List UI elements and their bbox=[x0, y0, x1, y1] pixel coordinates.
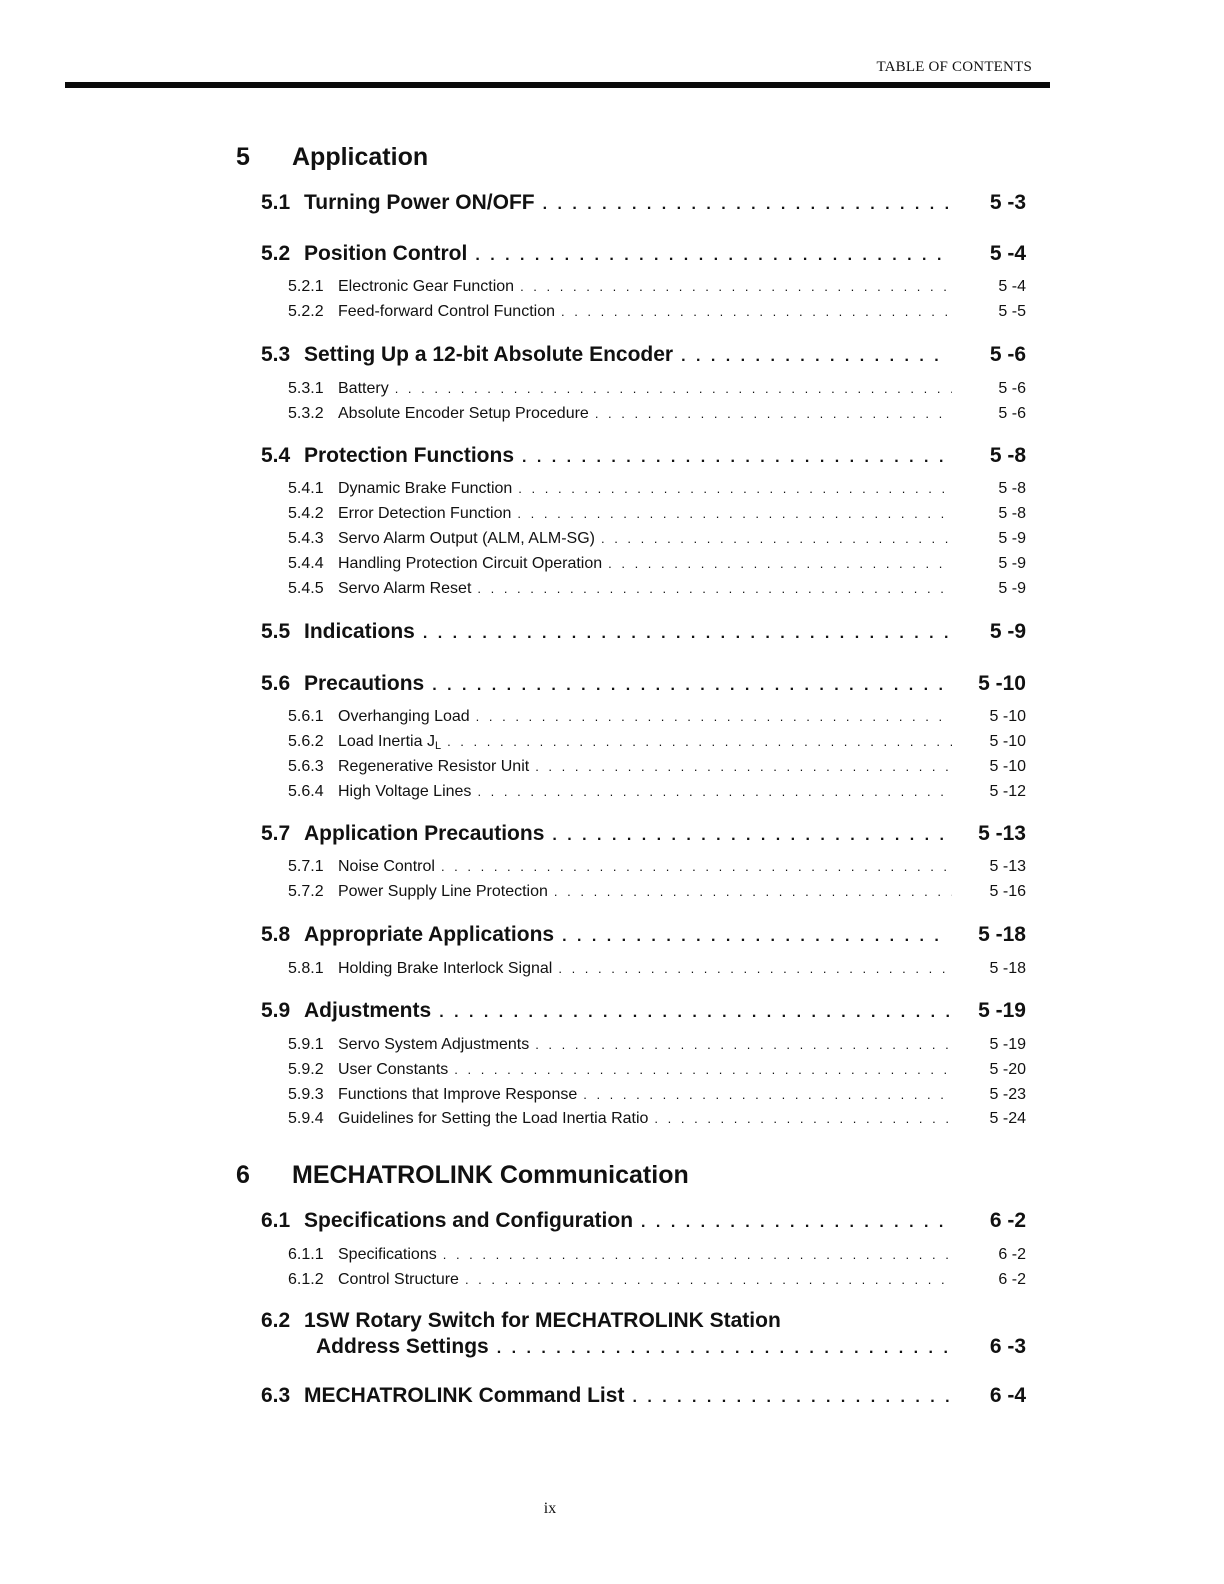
dot-leader bbox=[558, 961, 952, 976]
subsection-title: Absolute Encoder Setup Procedure bbox=[338, 405, 589, 422]
toc-subsection[interactable] bbox=[288, 783, 1026, 805]
subsection-title: Functions that Improve Response bbox=[338, 1086, 578, 1103]
section-page: 5 -6 bbox=[989, 343, 1026, 366]
subsection-number: 5.9.2 bbox=[288, 1061, 324, 1078]
subsection-page: 5 -20 bbox=[989, 1061, 1026, 1078]
section-number: 5.3 bbox=[261, 343, 291, 366]
toc-subsection[interactable] bbox=[288, 858, 1026, 880]
dot-leader bbox=[522, 449, 950, 467]
chapter-number: 6 bbox=[236, 1160, 250, 1189]
subsection-page: 5 -5 bbox=[998, 303, 1026, 320]
section-page: 5 -9 bbox=[989, 620, 1026, 643]
subsection-number: 5.9.1 bbox=[288, 1036, 324, 1053]
subsection-page: 5 -9 bbox=[998, 530, 1026, 547]
toc-subsection[interactable] bbox=[288, 1061, 1026, 1083]
section-page: 6 -2 bbox=[989, 1209, 1026, 1232]
subsection-page: 5 -16 bbox=[989, 883, 1026, 900]
dot-leader bbox=[497, 1340, 950, 1358]
section-title: Adjustments bbox=[304, 999, 432, 1022]
toc-section[interactable] bbox=[261, 444, 1026, 474]
subsection-number: 6.1.2 bbox=[288, 1271, 324, 1288]
toc-subsection[interactable] bbox=[288, 505, 1026, 527]
subsection-page: 5 -23 bbox=[989, 1086, 1026, 1103]
section-number: 5.8 bbox=[261, 923, 291, 946]
toc-section[interactable] bbox=[261, 620, 1026, 650]
section-page: 5 -10 bbox=[978, 672, 1026, 695]
subsection-title: Specifications bbox=[338, 1246, 437, 1263]
dot-leader bbox=[441, 859, 952, 874]
section-page: 6 -3 bbox=[989, 1335, 1026, 1358]
subsection-number: 5.6.1 bbox=[288, 708, 324, 725]
subsection-page: 6 -2 bbox=[998, 1246, 1026, 1263]
dot-leader bbox=[454, 1062, 952, 1077]
section-page: 5 -8 bbox=[989, 444, 1026, 467]
subsection-page: 5 -8 bbox=[998, 505, 1026, 522]
toc-section[interactable] bbox=[261, 999, 1026, 1029]
toc-section[interactable] bbox=[261, 672, 1026, 702]
dot-leader bbox=[465, 1272, 952, 1287]
subsection-number: 5.9.3 bbox=[288, 1086, 324, 1103]
section-title: Position Control bbox=[304, 242, 468, 265]
section-number: 6.2 bbox=[261, 1309, 291, 1332]
section-page: 5 -19 bbox=[978, 999, 1026, 1022]
dot-leader bbox=[543, 196, 950, 214]
page-number: ix bbox=[543, 1500, 557, 1517]
toc-section[interactable] bbox=[261, 1309, 1026, 1365]
section-title-continued: Address Settings bbox=[316, 1335, 489, 1358]
subsection-number: 6.1.1 bbox=[288, 1246, 324, 1263]
chapter-heading bbox=[236, 139, 428, 175]
toc-section[interactable] bbox=[261, 822, 1026, 852]
subsection-page: 5 -13 bbox=[989, 858, 1026, 875]
subsection-title: Overhanging Load bbox=[338, 708, 470, 725]
toc-subsection[interactable] bbox=[288, 733, 1026, 755]
subsection-title: Dynamic Brake Function bbox=[338, 480, 513, 497]
section-title: Application Precautions bbox=[304, 822, 545, 845]
subsection-number: 5.2.2 bbox=[288, 303, 324, 320]
section-page: 5 -4 bbox=[989, 242, 1026, 265]
subsection-title: User Constants bbox=[338, 1061, 449, 1078]
subsection-page: 5 -10 bbox=[989, 758, 1026, 775]
toc-subsection[interactable] bbox=[288, 960, 1026, 982]
subsection-page: 5 -19 bbox=[989, 1036, 1026, 1053]
subsection-number: 5.8.1 bbox=[288, 960, 324, 977]
toc-section[interactable] bbox=[261, 343, 1026, 373]
dot-leader bbox=[477, 581, 952, 596]
subsection-page: 5 -4 bbox=[998, 278, 1026, 295]
section-number: 6.1 bbox=[261, 1209, 291, 1232]
subsection-number: 5.3.1 bbox=[288, 380, 324, 397]
subsection-title: Guidelines for Setting the Load Inertia Ratio bbox=[338, 1110, 649, 1127]
toc-subsection[interactable] bbox=[288, 580, 1026, 602]
subsection-page: 5 -24 bbox=[989, 1110, 1026, 1127]
toc-subsection[interactable] bbox=[288, 708, 1026, 730]
subsection-title: Battery bbox=[338, 380, 389, 397]
dot-leader bbox=[583, 1087, 952, 1102]
chapter-number: 5 bbox=[236, 142, 250, 171]
section-page: 5 -18 bbox=[978, 923, 1026, 946]
subsection-title-main: Load Inertia J bbox=[338, 733, 435, 750]
dot-leader bbox=[641, 1214, 950, 1232]
subsection-page: 5 -8 bbox=[998, 480, 1026, 497]
subsection-title: Control Structure bbox=[338, 1271, 459, 1288]
dot-leader bbox=[432, 677, 950, 695]
section-number: 5.5 bbox=[261, 620, 291, 643]
toc-section[interactable] bbox=[261, 242, 1026, 272]
section-title: Protection Functions bbox=[304, 444, 514, 467]
dot-leader bbox=[554, 884, 952, 899]
subsection-number: 5.2.1 bbox=[288, 278, 324, 295]
section-title: 1SW Rotary Switch for MECHATROLINK Station bbox=[304, 1309, 781, 1332]
dot-leader bbox=[681, 348, 950, 366]
subsection-page: 5 -6 bbox=[998, 380, 1026, 397]
dot-leader bbox=[608, 556, 952, 571]
dot-leader bbox=[535, 1037, 952, 1052]
toc-subsection[interactable] bbox=[288, 1036, 1026, 1058]
subsection-page: 5 -12 bbox=[989, 783, 1026, 800]
section-line-1 bbox=[261, 1309, 1026, 1335]
toc-subsection[interactable] bbox=[288, 1246, 1026, 1268]
toc-subsection[interactable] bbox=[288, 1086, 1026, 1108]
section-number: 5.7 bbox=[261, 822, 291, 845]
dot-leader bbox=[552, 827, 950, 845]
dot-leader bbox=[561, 304, 952, 319]
chapter-heading bbox=[236, 1157, 689, 1193]
subsection-number: 5.4.3 bbox=[288, 530, 324, 547]
dot-leader bbox=[601, 531, 952, 546]
section-title: Turning Power ON/OFF bbox=[304, 191, 535, 214]
section-number: 6.3 bbox=[261, 1384, 291, 1407]
toc-section[interactable] bbox=[261, 923, 1026, 953]
subsection-page: 5 -10 bbox=[989, 708, 1026, 725]
section-page: 5 -13 bbox=[978, 822, 1026, 845]
dot-leader bbox=[395, 381, 952, 396]
toc-subsection[interactable] bbox=[288, 530, 1026, 552]
subsection-number: 5.4.1 bbox=[288, 480, 324, 497]
dot-leader bbox=[447, 734, 952, 749]
section-number: 5.1 bbox=[261, 191, 291, 214]
toc-subsection[interactable] bbox=[288, 1110, 1026, 1132]
toc-subsection[interactable] bbox=[288, 480, 1026, 502]
dot-leader bbox=[476, 709, 952, 724]
toc-subsection[interactable] bbox=[288, 555, 1026, 577]
section-number: 5.4 bbox=[261, 444, 291, 467]
chapter-title: MECHATROLINK Communication bbox=[292, 1160, 689, 1189]
section-title: Precautions bbox=[304, 672, 425, 695]
toc-section[interactable] bbox=[261, 191, 1026, 221]
dot-leader bbox=[517, 506, 952, 521]
dot-leader bbox=[518, 481, 952, 496]
subsection-title: Noise Control bbox=[338, 858, 435, 875]
subscript-l: L bbox=[434, 740, 442, 752]
subsection-number: 5.7.1 bbox=[288, 858, 324, 875]
subsection-page: 5 -18 bbox=[989, 960, 1026, 977]
dot-leader bbox=[562, 928, 950, 946]
dot-leader bbox=[535, 759, 952, 774]
subsection-number: 5.6.4 bbox=[288, 783, 324, 800]
subsection-title: High Voltage Lines bbox=[338, 783, 472, 800]
subsection-title: Servo System Adjustments bbox=[338, 1036, 530, 1053]
dot-leader bbox=[654, 1111, 952, 1126]
subsection-number: 5.6.2 bbox=[288, 733, 324, 750]
dot-leader bbox=[443, 1247, 952, 1262]
dot-leader bbox=[632, 1389, 950, 1407]
subsection-number: 5.6.3 bbox=[288, 758, 324, 775]
section-line-2 bbox=[261, 1335, 1026, 1363]
section-title: Indications bbox=[304, 620, 415, 643]
subsection-page: 5 -9 bbox=[998, 580, 1026, 597]
subsection-number: 5.9.4 bbox=[288, 1110, 324, 1127]
toc-section[interactable] bbox=[261, 1209, 1026, 1239]
dot-leader bbox=[439, 1004, 950, 1022]
toc-subsection[interactable] bbox=[288, 380, 1026, 402]
subsection-title bbox=[338, 733, 441, 752]
dot-leader bbox=[477, 784, 952, 799]
subsection-title: Feed-forward Control Function bbox=[338, 303, 555, 320]
dot-leader bbox=[423, 625, 950, 643]
subsection-page: 5 -10 bbox=[989, 733, 1026, 750]
section-title: Setting Up a 12-bit Absolute Encoder bbox=[304, 343, 674, 366]
dot-leader bbox=[475, 247, 950, 265]
subsection-number: 5.4.2 bbox=[288, 505, 324, 522]
subsection-title: Error Detection Function bbox=[338, 505, 512, 522]
section-number: 5.6 bbox=[261, 672, 291, 695]
subsection-number: 5.3.2 bbox=[288, 405, 324, 422]
section-page: 5 -3 bbox=[989, 191, 1026, 214]
subsection-title: Regenerative Resistor Unit bbox=[338, 758, 530, 775]
section-title: Appropriate Applications bbox=[304, 923, 555, 946]
toc-section[interactable] bbox=[261, 1384, 1026, 1414]
section-title: MECHATROLINK Command List bbox=[304, 1384, 625, 1407]
dot-leader bbox=[595, 406, 952, 421]
section-number: 5.2 bbox=[261, 242, 291, 265]
subsection-number: 5.7.2 bbox=[288, 883, 324, 900]
subsection-title: Servo Alarm Output (ALM, ALM-SG) bbox=[338, 530, 595, 547]
subsection-number: 5.4.5 bbox=[288, 580, 324, 597]
toc-subsection[interactable] bbox=[288, 405, 1026, 427]
subsection-title: Electronic Gear Function bbox=[338, 278, 515, 295]
subsection-title: Servo Alarm Reset bbox=[338, 580, 472, 597]
toc-subsection[interactable] bbox=[288, 303, 1026, 325]
chapter-title: Application bbox=[292, 142, 429, 171]
section-title: Specifications and Configuration bbox=[304, 1209, 634, 1232]
toc-subsection[interactable] bbox=[288, 758, 1026, 780]
section-page: 6 -4 bbox=[989, 1384, 1026, 1407]
section-number: 5.9 bbox=[261, 999, 291, 1022]
toc-subsection[interactable] bbox=[288, 1271, 1026, 1293]
subsection-title: Handling Protection Circuit Operation bbox=[338, 555, 603, 572]
running-header: TABLE OF CONTENTS bbox=[876, 59, 1032, 75]
subsection-title: Power Supply Line Protection bbox=[338, 883, 548, 900]
header-rule bbox=[65, 82, 1050, 88]
subsection-title: Holding Brake Interlock Signal bbox=[338, 960, 553, 977]
subsection-page: 5 -9 bbox=[998, 555, 1026, 572]
toc-subsection[interactable] bbox=[288, 883, 1026, 905]
dot-leader bbox=[520, 279, 952, 294]
subsection-number: 5.4.4 bbox=[288, 555, 324, 572]
subsection-page: 5 -6 bbox=[998, 405, 1026, 422]
subsection-page: 6 -2 bbox=[998, 1271, 1026, 1288]
toc-subsection[interactable] bbox=[288, 278, 1026, 300]
